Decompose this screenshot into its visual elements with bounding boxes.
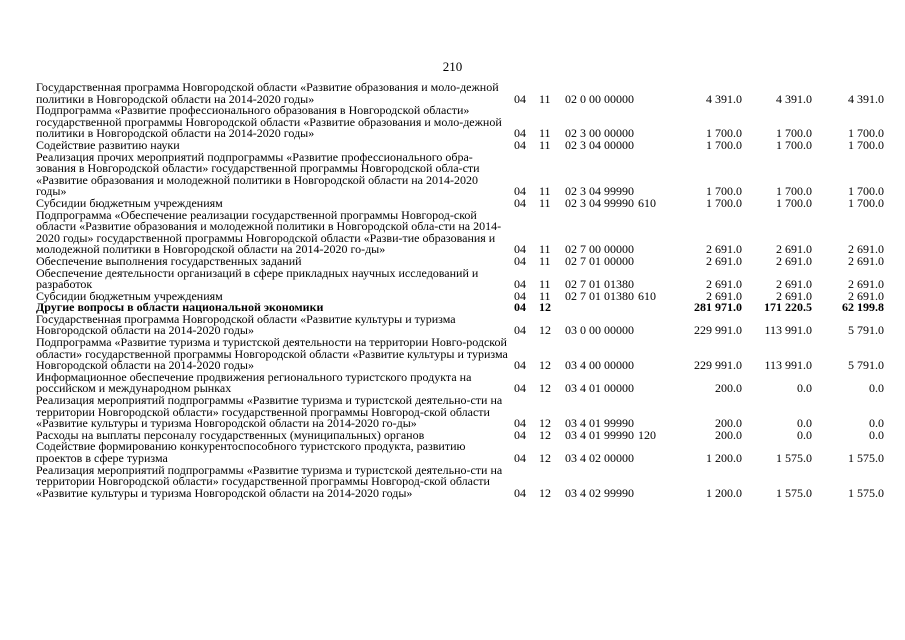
amount-year-1: 1 700.0 [706,126,742,141]
amount-year-2: 2 691.0 [776,242,812,257]
amount-year-1: 1 700.0 [706,195,742,210]
section-code: 04 [514,451,526,465]
row-name: Подпрограмма «Обеспечение реализации государственной программы Новгород-ской области «Развитие образования и молодежной политики в Новгородской обла-сти на 2014-2020 годы» государственной программы Новгородской области «Разви-тие образования и молодежной политики в Новгородской области на 2014-2020 го-ды» [36,207,502,257]
target-article-code: 02 7 01 00000 [565,253,634,268]
amount-year-3: 0.0 [869,427,884,442]
amount-year-3: 5 791.0 [848,358,884,373]
page-number: 210 [442,59,463,74]
row-name: Информационное обеспечение продвижения регионального туристского продукта на российском и международном рынках [36,369,472,396]
target-article-code: 02 3 04 99990 [565,184,634,199]
target-article-code: 02 7 01 01380 [565,277,634,292]
section-code: 04 [514,485,526,500]
table-row [36,207,884,257]
amount-year-1: 200.0 [715,427,742,442]
amount-year-3: 1 575.0 [848,451,884,465]
subsection-code: 11 [539,242,551,257]
section-code: 04 [514,300,526,315]
amount-year-1: 200.0 [715,416,742,431]
amount-year-3: 2 691.0 [848,242,884,257]
amount-year-1: 2 691.0 [706,253,742,268]
subsection-code: 11 [539,277,551,292]
expense-type-code: 610 [638,288,656,303]
section-code: 04 [514,381,526,396]
amount-year-2: 2 691.0 [776,288,812,303]
row-name: Обеспечение деятельности организаций в сфере прикладных научных исследований и разработок [36,265,479,292]
row-name: Государственная программа Новгородской области «Развитие культуры и туризма Новгородской области на 2014-2020 годы» [36,311,456,338]
amount-year-2: 0.0 [797,381,812,396]
amount-year-1: 4 391.0 [706,91,742,106]
amount-year-3: 5 791.0 [848,323,884,338]
target-article-code: 03 4 01 99990 [565,416,634,431]
table-row [36,395,884,430]
table-row [36,441,884,464]
amount-year-2: 1 700.0 [776,184,812,199]
amount-year-2: 1 575.0 [776,451,812,465]
row-name: Реализация мероприятий подпрограммы «Развитие туризма и туристской деятельно-сти на территории Новгородской области» государственной программы Новгород-ской области «Развитие культуры и туризма Новгородской области на 2014-2020 годы» [36,462,503,500]
amount-year-1: 2 691.0 [706,242,742,257]
subsection-code: 11 [539,195,551,210]
amount-year-3: 1 700.0 [848,184,884,199]
table-row [36,149,884,199]
amount-year-1: 200.0 [715,381,742,396]
amount-year-2: 4 391.0 [776,91,812,106]
amount-year-3: 2 691.0 [848,277,884,292]
amount-year-2: 1 575.0 [776,485,812,500]
target-article-code: 02 3 04 00000 [565,137,634,152]
row-name: Содействие развитию науки [36,137,180,152]
subsection-code: 11 [539,253,551,268]
expense-type-code: 120 [638,427,656,442]
amount-year-1: 2 691.0 [706,277,742,292]
section-code: 04 [514,358,526,373]
section-code: 04 [514,323,526,338]
amount-year-2: 113 991.0 [764,323,812,338]
amount-year-3: 1 700.0 [848,195,884,210]
table-row [36,265,884,292]
section-code: 04 [514,277,526,292]
row-name: Подпрограмма «Развитие профессионального образования в Новгородской области» государственной программы Новгородской области «Развитие образования и моло-дежной политики в Новгородской области на 2014-2020 годы» [36,103,502,141]
amount-year-1: 281 971.0 [694,300,742,315]
amount-year-3: 4 391.0 [848,91,884,106]
amount-year-1: 1 200.0 [706,485,742,500]
subsection-code: 12 [539,381,551,396]
section-code: 04 [514,427,526,442]
section-code: 04 [514,137,526,152]
section-code: 04 [514,91,526,106]
amount-year-3: 1 700.0 [848,126,884,141]
row-name: Подпрограмма «Развитие туризма и туристской деятельности на территории Новго-родской области» государственной программы Новгородской области «Развитие культуры и туризма Новгородской области на 2014-2020 годы» [36,335,508,373]
subsection-code: 12 [539,358,551,373]
amount-year-2: 0.0 [797,416,812,431]
subsection-code: 12 [539,451,551,465]
target-article-code: 02 3 00 00000 [565,126,634,141]
table-row [36,337,884,372]
amount-year-2: 0.0 [797,427,812,442]
table-row [36,462,884,500]
section-code: 04 [514,253,526,268]
amount-year-1: 1 200.0 [706,451,742,465]
section-code: 04 [514,195,526,210]
budget-table [36,82,884,499]
table-row [36,311,884,338]
amount-year-1: 2 691.0 [706,288,742,303]
amount-year-3: 0.0 [869,416,884,431]
row-name: Реализация мероприятий подпрограммы «Развитие туризма и туристской деятельно-сти на территории Новгородской области» государственной программы Новгород-ской области «Развитие культуры и туризма Новгородской области на 2014-2020 го-ды» [36,393,503,431]
amount-year-2: 171 220.5 [764,300,812,315]
amount-year-1: 1 700.0 [706,184,742,199]
row-name: Расходы на выплаты персоналу государственных (муниципальных) органов [36,427,425,442]
row-name: Содействие формированию конкурентоспособного туристского продукта, развитию проектов в сфере туризма [36,439,466,465]
subsection-code: 11 [539,184,551,199]
target-article-code: 03 4 02 99990 [565,485,634,500]
amount-year-2: 1 700.0 [776,137,812,152]
amount-year-3: 1 700.0 [848,137,884,152]
subsection-code: 11 [539,126,551,141]
target-article-code: 03 0 00 00000 [565,323,634,338]
subsection-code: 12 [539,416,551,431]
amount-year-1: 1 700.0 [706,137,742,152]
subsection-code: 12 [539,427,551,442]
section-code: 04 [514,416,526,431]
target-article-code: 03 4 01 00000 [565,381,634,396]
target-article-code: 03 4 00 00000 [565,358,634,373]
amount-year-3: 1 575.0 [848,485,884,500]
section-code: 04 [514,242,526,257]
row-name: Субсидии бюджетным учреждениям [36,288,223,303]
amount-year-2: 113 991.0 [764,358,812,373]
expense-type-code: 610 [638,195,656,210]
section-code: 04 [514,288,526,303]
row-name: Субсидии бюджетным учреждениям [36,195,223,210]
amount-year-2: 2 691.0 [776,277,812,292]
amount-year-3: 0.0 [869,381,884,396]
row-name: Государственная программа Новгородской области «Развитие образования и моло-дежной политики в Новгородской области на 2014-2020 годы» [36,80,499,106]
table-row [36,82,884,105]
amount-year-1: 229 991.0 [694,323,742,338]
target-article-code: 03 4 01 99990 [565,427,634,442]
amount-year-3: 2 691.0 [848,253,884,268]
subsection-code: 12 [539,323,551,338]
subsection-code: 11 [539,137,551,152]
amount-year-2: 1 700.0 [776,126,812,141]
table-row [36,105,884,140]
amount-year-3: 2 691.0 [848,288,884,303]
subsection-code: 12 [539,300,551,315]
subsection-code: 12 [539,485,551,500]
row-name: Другие вопросы в области национальной экономики [36,300,324,315]
target-article-code: 02 0 00 00000 [565,91,634,106]
amount-year-1: 229 991.0 [694,358,742,373]
row-name: Реализация прочих мероприятий подпрограммы «Развитие профессионального обра-зования в Новгородской области» государственной программы Новгородской обла-сти «Развитие образования и молодежной политики в Новгородской области на 2014-2020 годы» [36,149,480,199]
row-name: Обеспечение выполнения государственных заданий [36,253,302,268]
target-article-code: 02 7 01 01380 [565,288,634,303]
amount-year-2: 2 691.0 [776,253,812,268]
section-code: 04 [514,126,526,141]
amount-year-2: 1 700.0 [776,195,812,210]
target-article-code: 02 7 00 00000 [565,242,634,257]
amount-year-3: 62 199.8 [842,300,884,315]
subsection-code: 11 [539,288,551,303]
section-code: 04 [514,184,526,199]
subsection-code: 11 [539,91,551,106]
target-article-code: 03 4 02 00000 [565,451,634,465]
target-article-code: 02 3 04 99990 [565,195,634,210]
table-row [36,369,884,396]
